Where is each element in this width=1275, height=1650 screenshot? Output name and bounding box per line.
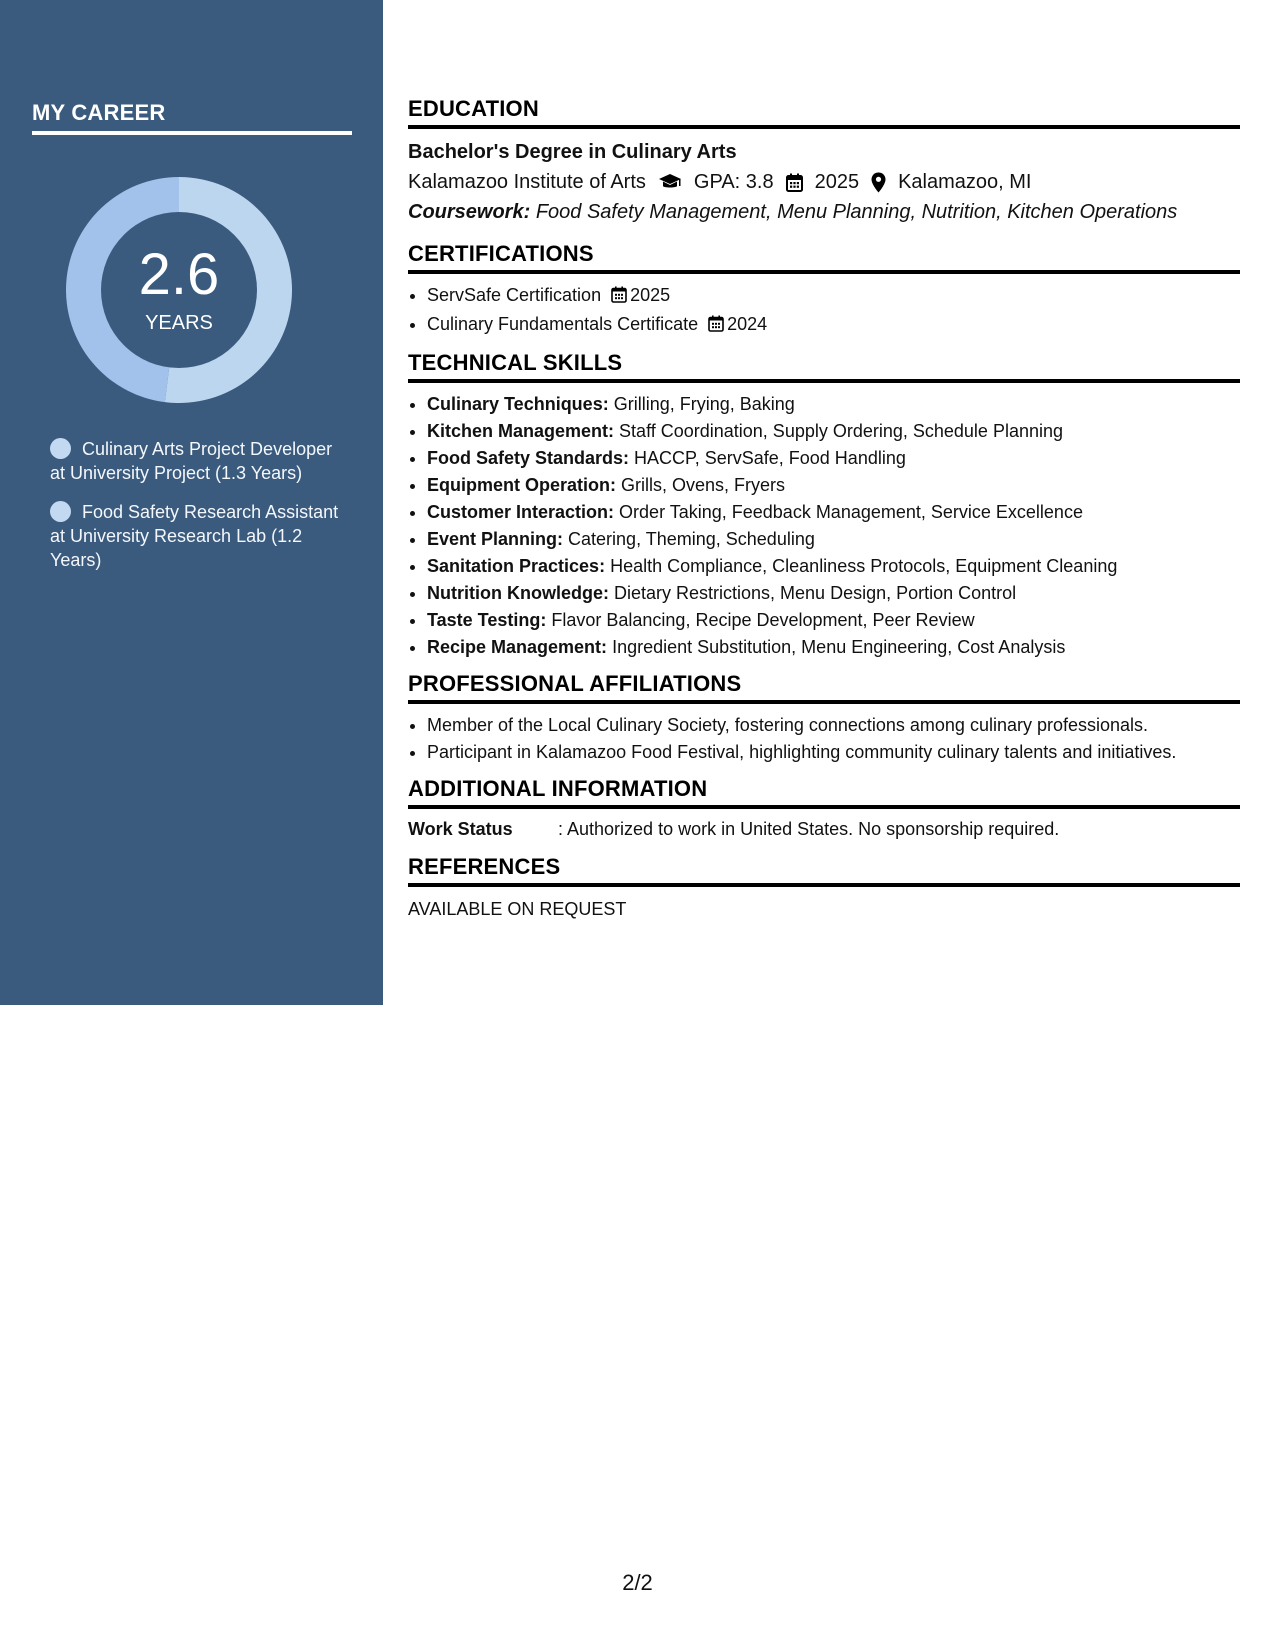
skill-item xyxy=(427,391,1240,418)
coursework-label: Coursework: xyxy=(408,201,531,223)
affiliation-item: • Participant in Kalamazoo Food Festival, highlighting community culinary talents and initiatives. xyxy=(427,739,1240,766)
section-title: EDUCATION xyxy=(408,96,1240,129)
education-section xyxy=(408,96,1240,225)
calendar-icon xyxy=(708,313,724,340)
page-number: 2/2 xyxy=(622,1570,653,1595)
skill-value: Grilling, Frying, Baking xyxy=(613,394,795,414)
affiliation-item: • Member of the Local Culinary Society, fostering connections among culinary professionals. xyxy=(427,712,1240,739)
skill-value: Health Compliance, Cleanliness Protocols, Equipment Cleaning xyxy=(610,556,1118,576)
skill-label: Nutrition Knowledge: xyxy=(427,583,609,603)
references-section xyxy=(408,854,1240,921)
additional-info-section xyxy=(408,776,1240,841)
skill-label: Recipe Management: xyxy=(427,637,608,657)
career-list xyxy=(50,437,340,587)
skill-item xyxy=(427,553,1240,580)
skill-item xyxy=(427,418,1240,445)
certification-item xyxy=(427,311,1240,340)
certification-item xyxy=(427,282,1240,311)
skill-value: Dietary Restrictions, Menu Design, Portion Control xyxy=(614,583,1017,603)
affiliations-list xyxy=(408,712,1240,766)
skill-value: Grills, Ovens, Fryers xyxy=(621,475,786,495)
gpa-value: GPA: 3.8 xyxy=(693,171,774,193)
work-status-row xyxy=(408,817,1240,841)
skill-item xyxy=(427,634,1240,661)
graduation-year: 2025 xyxy=(814,171,860,193)
certification-year: 2025 xyxy=(630,285,671,305)
skill-label: Taste Testing: xyxy=(427,610,547,630)
career-item-label: Food Safety Research Assistant at University Research Lab (1.2 Years) xyxy=(50,502,339,570)
institution-name: Kalamazoo Institute of Arts xyxy=(408,171,646,193)
degree-name: Bachelor's Degree in Culinary Arts xyxy=(408,141,737,163)
coursework-list: Food Safety Management, Menu Planning, Nutrition, Kitchen Operations xyxy=(535,201,1178,223)
map-pin-icon xyxy=(871,172,886,193)
career-item xyxy=(50,437,340,485)
skill-value: Flavor Balancing, Recipe Development, Peer Review xyxy=(551,610,975,630)
career-total-years: 2.6 xyxy=(138,242,220,307)
skill-label: Customer Interaction: xyxy=(427,502,615,522)
career-heading: MY CAREER xyxy=(32,100,352,135)
education-details xyxy=(408,169,1240,195)
skill-label: Food Safety Standards: xyxy=(427,448,630,468)
skill-label: Equipment Operation: xyxy=(427,475,616,495)
certification-year: 2024 xyxy=(727,314,768,334)
skill-label: Sanitation Practices: xyxy=(427,556,606,576)
skill-item xyxy=(427,526,1240,553)
skill-value: Catering, Theming, Scheduling xyxy=(568,529,815,549)
skill-label: Event Planning: xyxy=(427,529,564,549)
career-item xyxy=(50,500,340,572)
section-title: CERTIFICATIONS xyxy=(408,241,1240,274)
legend-dot-icon xyxy=(50,438,71,459)
certification-name: ServSafe Certification xyxy=(427,285,602,305)
skill-item xyxy=(427,580,1240,607)
section-title: TECHNICAL SKILLS xyxy=(408,350,1240,383)
skill-value: HACCP, ServSafe, Food Handling xyxy=(634,448,906,468)
skill-value: Ingredient Substitution, Menu Engineering, Cost Analysis xyxy=(612,637,1066,657)
work-status-label: Work Status xyxy=(408,819,513,839)
skill-label: Kitchen Management: xyxy=(427,421,615,441)
calendar-icon xyxy=(786,173,803,192)
graduation-cap-icon xyxy=(658,173,682,191)
skill-item xyxy=(427,607,1240,634)
certification-name: Culinary Fundamentals Certificate xyxy=(427,314,699,334)
skill-value: Staff Coordination, Supply Ordering, Schedule Planning xyxy=(619,421,1063,441)
skill-item xyxy=(427,445,1240,472)
legend-dot-icon xyxy=(50,501,71,522)
section-title: ADDITIONAL INFORMATION xyxy=(408,776,1240,809)
affiliations-section xyxy=(408,671,1240,766)
skill-label: Culinary Techniques: xyxy=(427,394,609,414)
skill-item xyxy=(427,499,1240,526)
section-title: REFERENCES xyxy=(408,854,1240,887)
resume-main xyxy=(408,96,1240,921)
calendar-icon xyxy=(611,284,627,311)
career-sidebar xyxy=(0,0,383,1005)
coursework xyxy=(408,199,1240,225)
career-item-label: Culinary Arts Project Developer at University Project (1.3 Years) xyxy=(50,439,333,483)
certifications-list xyxy=(408,282,1240,340)
skill-value: Order Taking, Feedback Management, Service Excellence xyxy=(619,502,1083,522)
section-title: PROFESSIONAL AFFILIATIONS xyxy=(408,671,1240,704)
skill-item xyxy=(427,472,1240,499)
career-total-unit: YEARS xyxy=(145,312,213,334)
skills-list xyxy=(408,391,1240,661)
references-text: AVAILABLE ON REQUEST xyxy=(408,899,627,919)
skills-section xyxy=(408,350,1240,661)
work-status-value: : Authorized to work in United States. No sponsorship required. xyxy=(558,819,1060,839)
certifications-section xyxy=(408,241,1240,340)
education-location: Kalamazoo, MI xyxy=(898,171,1032,193)
